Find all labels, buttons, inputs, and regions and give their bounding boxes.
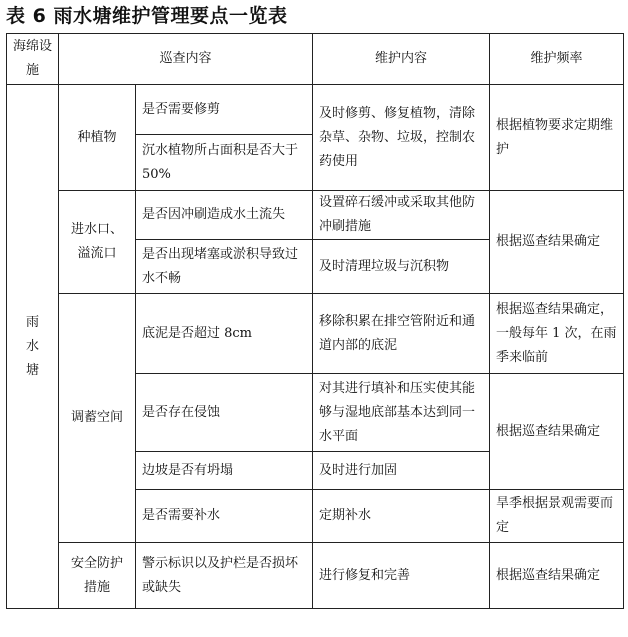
facility-char: 水 — [25, 338, 39, 354]
maintenance-frequency: 旱季根据景观需要而定 — [490, 490, 624, 543]
maintenance-content: 定期补水 — [313, 490, 490, 543]
inspection-item: 警示标识以及护栏是否损坏或缺失 — [136, 543, 313, 609]
inspection-item: 底泥是否超过 8cm — [136, 294, 313, 374]
facility-name-cell — [7, 85, 59, 609]
table-title: 表 6 雨水塘维护管理要点一览表 — [6, 5, 288, 27]
table-row — [7, 294, 624, 374]
table-row — [7, 191, 624, 240]
header-facility: 海绵设施 — [7, 34, 59, 85]
maintenance-content: 移除积累在排空管附近和通道内部的底泥 — [313, 294, 490, 374]
facility-char: 雨 — [25, 314, 39, 330]
table-row — [7, 543, 624, 609]
inspection-item: 边坡是否有坍塌 — [136, 452, 313, 490]
maintenance-content: 及时进行加固 — [313, 452, 490, 490]
maintenance-frequency: 根据植物要求定期维护 — [490, 85, 624, 191]
group-plants: 种植物 — [59, 85, 136, 191]
facility-char: 塘 — [25, 362, 39, 378]
maintenance-content: 进行修复和完善 — [313, 543, 490, 609]
inspection-item: 是否需要修剪 — [136, 85, 313, 135]
maintenance-frequency: 根据巡查结果确定 — [490, 191, 624, 294]
maintenance-table — [6, 33, 624, 609]
maintenance-content: 对其进行填补和压实使其能够与湿地底部基本达到同一水平面 — [313, 374, 490, 452]
table-row — [7, 85, 624, 135]
header-inspection: 巡查内容 — [59, 34, 313, 85]
maintenance-content: 及时修剪、修复植物，清除杂草、杂物、垃圾，控制农药使用 — [313, 85, 490, 191]
group-inlet: 进水口、溢流口 — [59, 191, 136, 294]
inspection-item: 沉水植物所占面积是否大于 50% — [136, 135, 313, 191]
inspection-item: 是否因冲刷造成水土流失 — [136, 191, 313, 240]
maintenance-content: 及时清理垃圾与沉积物 — [313, 240, 490, 294]
inspection-item: 是否需要补水 — [136, 490, 313, 543]
group-safety: 安全防护措施 — [59, 543, 136, 609]
maintenance-frequency: 根据巡查结果确定，一般每年 1 次，在雨季来临前 — [490, 294, 624, 374]
header-maintenance: 维护内容 — [313, 34, 490, 85]
maintenance-content: 设置碎石缓冲或采取其他防冲刷措施 — [313, 191, 490, 240]
inspection-item: 是否存在侵蚀 — [136, 374, 313, 452]
maintenance-frequency: 根据巡查结果确定 — [490, 543, 624, 609]
header-row — [7, 34, 624, 85]
group-storage: 调蓄空间 — [59, 294, 136, 543]
inspection-item: 是否出现堵塞或淤积导致过水不畅 — [136, 240, 313, 294]
maintenance-frequency: 根据巡查结果确定 — [490, 374, 624, 490]
header-frequency: 维护频率 — [490, 34, 624, 85]
